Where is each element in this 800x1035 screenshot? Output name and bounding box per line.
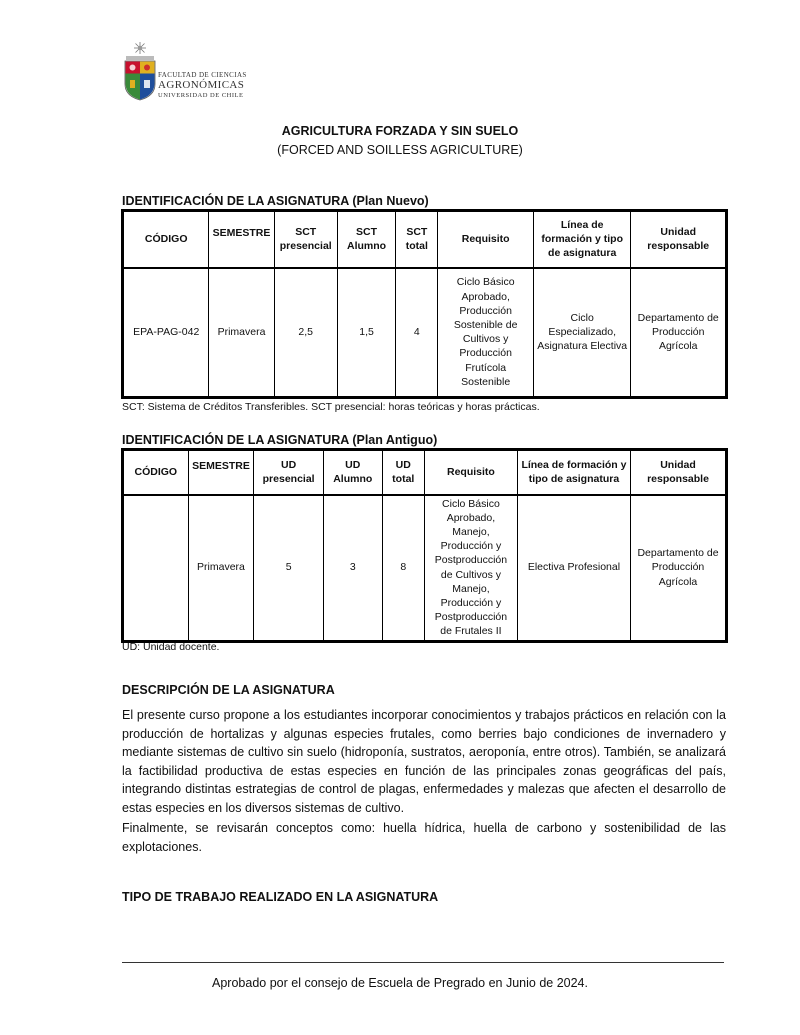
logo-line-2: AGRONÓMICAS	[158, 79, 245, 91]
descripcion-paragraph-1: El presente curso propone a los estudiantes incorporar conocimientos y trabajos prácticos en relación con la producción de hortalizas y algunas especies frutales, como berries bajo condiciones de invernadero y mediante sistemas de cultivo sin suelo (hidroponía, sustratos, aeroponía, entre otros). También, se analizará la factibilidad productiva de estas especies en función de las principales zonas geográficas del país, integrando distintas estrategias de control de plagas, enfermedades y malezas que afecten el desarrollo de estas especies en los diversos sistemas de cultivo.	[122, 708, 726, 815]
header-linea-formacion: Línea de formación y tipo de asignatura	[533, 212, 631, 268]
cell-requisito: Ciclo Básico Aprobado, Manejo, Producción y Postproducción de Cultivos y Manejo, Producción y Postproducción de Frutales II	[424, 495, 517, 641]
table-header-row	[124, 212, 726, 268]
logo-wordmark	[158, 70, 247, 101]
cell-ud-total: 8	[382, 495, 424, 641]
cell-ud-presencial: 5	[254, 495, 324, 641]
cell-linea-formacion: Ciclo Especializado, Asignatura Electiva	[533, 268, 631, 397]
header-ud-presencial: UD presencial	[254, 451, 324, 495]
header-sct-total: SCT total	[396, 212, 438, 268]
table-row	[124, 268, 726, 397]
tipo-trabajo-heading: TIPO DE TRABAJO REALIZADO EN LA ASIGNATURA	[122, 890, 439, 904]
cell-sct-total: 4	[396, 268, 438, 397]
header-requisito: Requisito	[438, 212, 534, 268]
sct-note: SCT: Sistema de Créditos Transferibles. SCT presencial: horas teóricas y horas prácticas.	[122, 401, 540, 413]
cell-ud-alumno: 3	[323, 495, 382, 641]
footer-divider	[122, 962, 724, 963]
header-semestre: SEMESTRE	[188, 451, 254, 495]
university-shield-icon	[122, 40, 158, 102]
cell-unidad-responsable: Departamento de Producción Agrícola	[631, 495, 726, 641]
header-sct-alumno: SCT Alumno	[337, 212, 395, 268]
descripcion-heading: DESCRIPCIÓN DE LA ASIGNATURA	[122, 683, 335, 697]
cell-requisito: Ciclo Básico Aprobado, Producción Sostenible de Cultivos y Producción Frutícola Sostenible	[438, 268, 534, 397]
plan-nuevo-heading: IDENTIFICACIÓN DE LA ASIGNATURA (Plan Nuevo)	[122, 194, 429, 208]
header-codigo: CÓDIGO	[124, 451, 189, 495]
cell-semestre: Primavera	[188, 495, 254, 641]
header-sct-presencial: SCT presencial	[274, 212, 337, 268]
table-header-row	[124, 451, 726, 495]
approval-footer: Aprobado por el consejo de Escuela de Pregrado en Junio de 2024.	[212, 976, 588, 990]
cell-linea-formacion: Electiva Profesional	[517, 495, 630, 641]
header-ud-total: UD total	[382, 451, 424, 495]
cell-codigo: EPA-PAG-042	[124, 268, 209, 397]
logo-line-1: FACULTAD DE CIENCIAS	[158, 71, 247, 79]
faculty-logo	[122, 40, 247, 102]
plan-nuevo-table	[123, 211, 726, 397]
descripcion-paragraph-2: Finalmente, se revisarán conceptos como: huella hídrica, huella de carbono y sostenibilidad de las explotaciones.	[122, 821, 726, 854]
cell-semestre: Primavera	[209, 268, 274, 397]
course-title: AGRICULTURA FORZADA Y SIN SUELO	[281, 124, 519, 138]
header-semestre: SEMESTRE	[209, 212, 274, 268]
header-requisito: Requisito	[424, 451, 517, 495]
header-ud-alumno: UD Alumno	[323, 451, 382, 495]
cell-unidad-responsable: Departamento de Producción Agrícola	[631, 268, 726, 397]
cell-codigo	[124, 495, 189, 641]
table-row	[124, 495, 726, 641]
logo-line-3: UNIVERSIDAD DE CHILE	[158, 92, 244, 99]
course-subtitle: (FORCED AND SOILLESS AGRICULTURE)	[277, 143, 523, 157]
cell-sct-alumno: 1,5	[337, 268, 395, 397]
cell-sct-presencial: 2,5	[274, 268, 337, 397]
header-linea-formacion: Línea de formación y tipo de asignatura	[517, 451, 630, 495]
plan-antiguo-heading: IDENTIFICACIÓN DE LA ASIGNATURA (Plan Antiguo)	[122, 433, 438, 447]
header-unidad-responsable: Unidad responsable	[631, 212, 726, 268]
ud-note: UD: Unidad docente.	[122, 641, 220, 653]
header-unidad-responsable: Unidad responsable	[631, 451, 726, 495]
header-codigo: CÓDIGO	[124, 212, 209, 268]
plan-antiguo-table	[123, 450, 726, 641]
